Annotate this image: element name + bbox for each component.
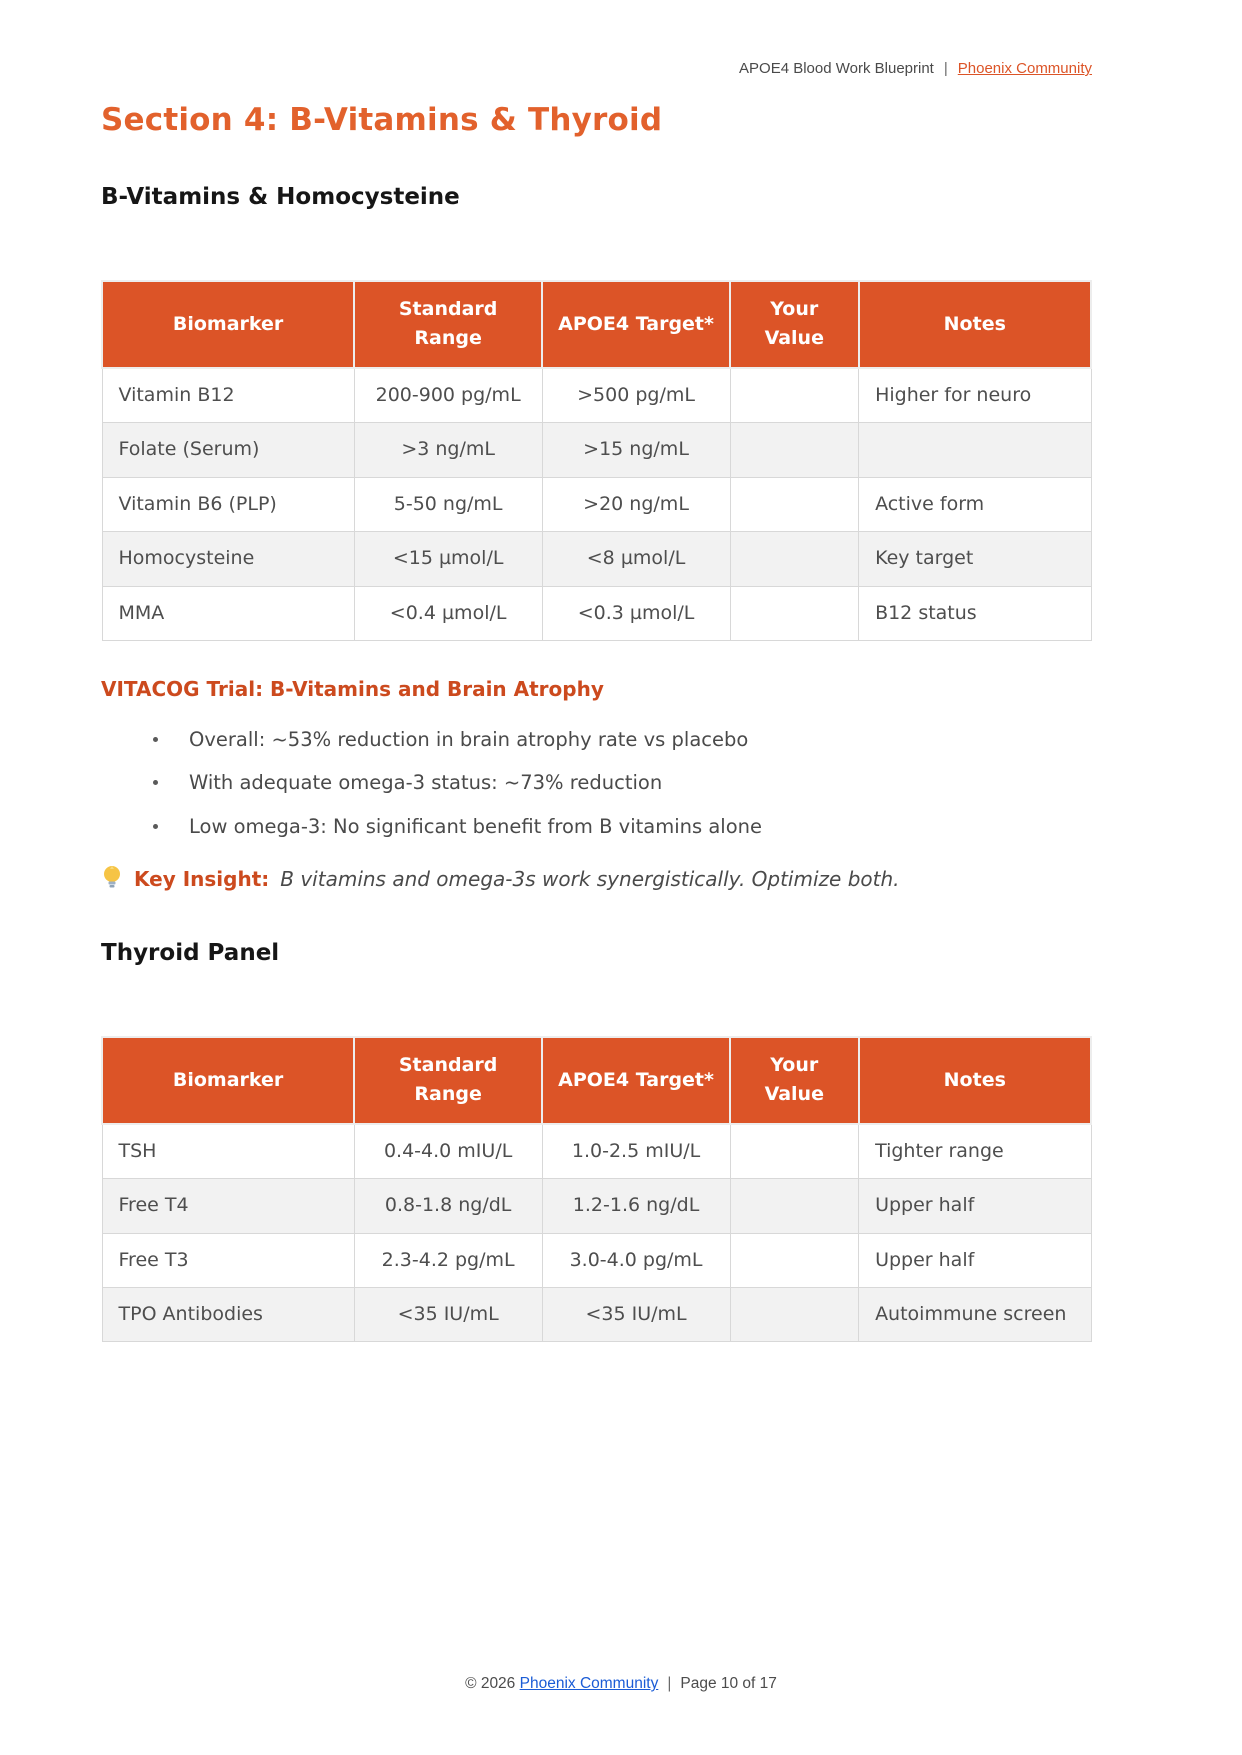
table-cell: <0.3 µmol/L (542, 586, 730, 640)
table-cell: 1.2-1.6 ng/dL (542, 1179, 730, 1233)
table-cell: Autoimmune screen (859, 1288, 1091, 1342)
table-header-row (102, 1037, 1091, 1124)
bvitamins-heading: B-Vitamins & Homocysteine (101, 184, 460, 210)
bullet-item: Overall: ~53% reduction in brain atrophy rate vs placebo (151, 725, 1092, 754)
table-cell (730, 477, 859, 531)
table-cell: 1.0-2.5 mIU/L (542, 1124, 730, 1179)
table-cell: <35 IU/mL (542, 1288, 730, 1342)
table-cell: 3.0-4.0 pg/mL (542, 1233, 730, 1287)
table-cell: >15 ng/mL (542, 423, 730, 477)
vitacog-heading: VITACOG Trial: B-Vitamins and Brain Atrophy (101, 677, 604, 702)
table-cell (730, 1288, 859, 1342)
key-insight-text: B vitamins and omega-3s work synergistically. Optimize both. (280, 867, 900, 892)
table-row (102, 1233, 1091, 1287)
table-cell: Vitamin B12 (102, 368, 354, 423)
table-row (102, 1288, 1091, 1342)
table-row (102, 1179, 1091, 1233)
table-cell: 2.3-4.2 pg/mL (354, 1233, 542, 1287)
table-cell: Active form (859, 477, 1091, 531)
table-header-cell: Notes (859, 281, 1091, 368)
table-cell: Key target (859, 532, 1091, 586)
table-row (102, 1124, 1091, 1179)
table-cell (730, 423, 859, 477)
footer-separator: | (667, 1675, 672, 1692)
table-cell (859, 423, 1091, 477)
table-row (102, 532, 1091, 586)
table-header-cell: Standard Range (354, 281, 542, 368)
table-cell: <35 IU/mL (354, 1288, 542, 1342)
bullet-item: Low omega-3: No significant benefit from B vitamins alone (151, 812, 1092, 841)
table-cell: 0.8-1.8 ng/dL (354, 1179, 542, 1233)
table-cell (730, 532, 859, 586)
table-cell (730, 1233, 859, 1287)
bvitamins-table (101, 280, 1092, 641)
table-cell (730, 1124, 859, 1179)
table-cell: Folate (Serum) (102, 423, 354, 477)
table-header-row (102, 281, 1091, 368)
table-cell: <0.4 µmol/L (354, 586, 542, 640)
footer-community-link[interactable]: Phoenix Community (519, 1675, 659, 1692)
table-cell: MMA (102, 586, 354, 640)
table-row (102, 477, 1091, 531)
table-cell: <15 µmol/L (354, 532, 542, 586)
table-cell: 200-900 pg/mL (354, 368, 542, 423)
table-header-cell: Your Value (730, 1037, 859, 1124)
table-cell: Tighter range (859, 1124, 1091, 1179)
table-cell: Upper half (859, 1179, 1091, 1233)
thyroid-table (101, 1036, 1092, 1343)
table-cell: >3 ng/mL (354, 423, 542, 477)
table-cell: Free T4 (102, 1179, 354, 1233)
table-header-cell: Biomarker (102, 281, 354, 368)
table-header-cell: Notes (859, 1037, 1091, 1124)
footer-page-info: Page 10 of 17 (680, 1675, 777, 1692)
table-header-cell: Your Value (730, 281, 859, 368)
table-cell: 5-50 ng/mL (354, 477, 542, 531)
table-cell (730, 368, 859, 423)
footer-copyright: © 2026 (465, 1675, 516, 1692)
table-cell: TPO Antibodies (102, 1288, 354, 1342)
table-row (102, 368, 1091, 423)
table-header-cell: Biomarker (102, 1037, 354, 1124)
table-cell: B12 status (859, 586, 1091, 640)
table-cell: >20 ng/mL (542, 477, 730, 531)
table-header-cell: APOE4 Target* (542, 281, 730, 368)
lightbulb-icon (101, 865, 123, 894)
vitacog-bullet-list (151, 725, 1092, 841)
table-cell: <8 µmol/L (542, 532, 730, 586)
key-insight (101, 865, 1092, 894)
table-cell: Free T3 (102, 1233, 354, 1287)
page-footer (0, 1675, 1242, 1693)
table-cell: >500 pg/mL (542, 368, 730, 423)
table-header-cell: APOE4 Target* (542, 1037, 730, 1124)
table-cell (730, 1179, 859, 1233)
running-header (101, 60, 1092, 77)
section-title: Section 4: B-Vitamins & Thyroid (101, 102, 663, 138)
table-cell: 0.4-4.0 mIU/L (354, 1124, 542, 1179)
header-separator: | (943, 60, 948, 77)
bullet-item: With adequate omega-3 status: ~73% reduction (151, 768, 1092, 797)
thyroid-heading: Thyroid Panel (101, 939, 280, 966)
table-cell: Homocysteine (102, 532, 354, 586)
table-cell: TSH (102, 1124, 354, 1179)
table-row (102, 586, 1091, 640)
table-cell: Vitamin B6 (PLP) (102, 477, 354, 531)
doc-title: APOE4 Blood Work Blueprint (739, 60, 934, 77)
table-row (102, 423, 1091, 477)
table-cell (730, 586, 859, 640)
header-community-link[interactable]: Phoenix Community (957, 60, 1092, 77)
table-cell: Upper half (859, 1233, 1091, 1287)
key-insight-label: Key Insight: (134, 867, 270, 892)
table-header-cell: Standard Range (354, 1037, 542, 1124)
table-cell: Higher for neuro (859, 368, 1091, 423)
